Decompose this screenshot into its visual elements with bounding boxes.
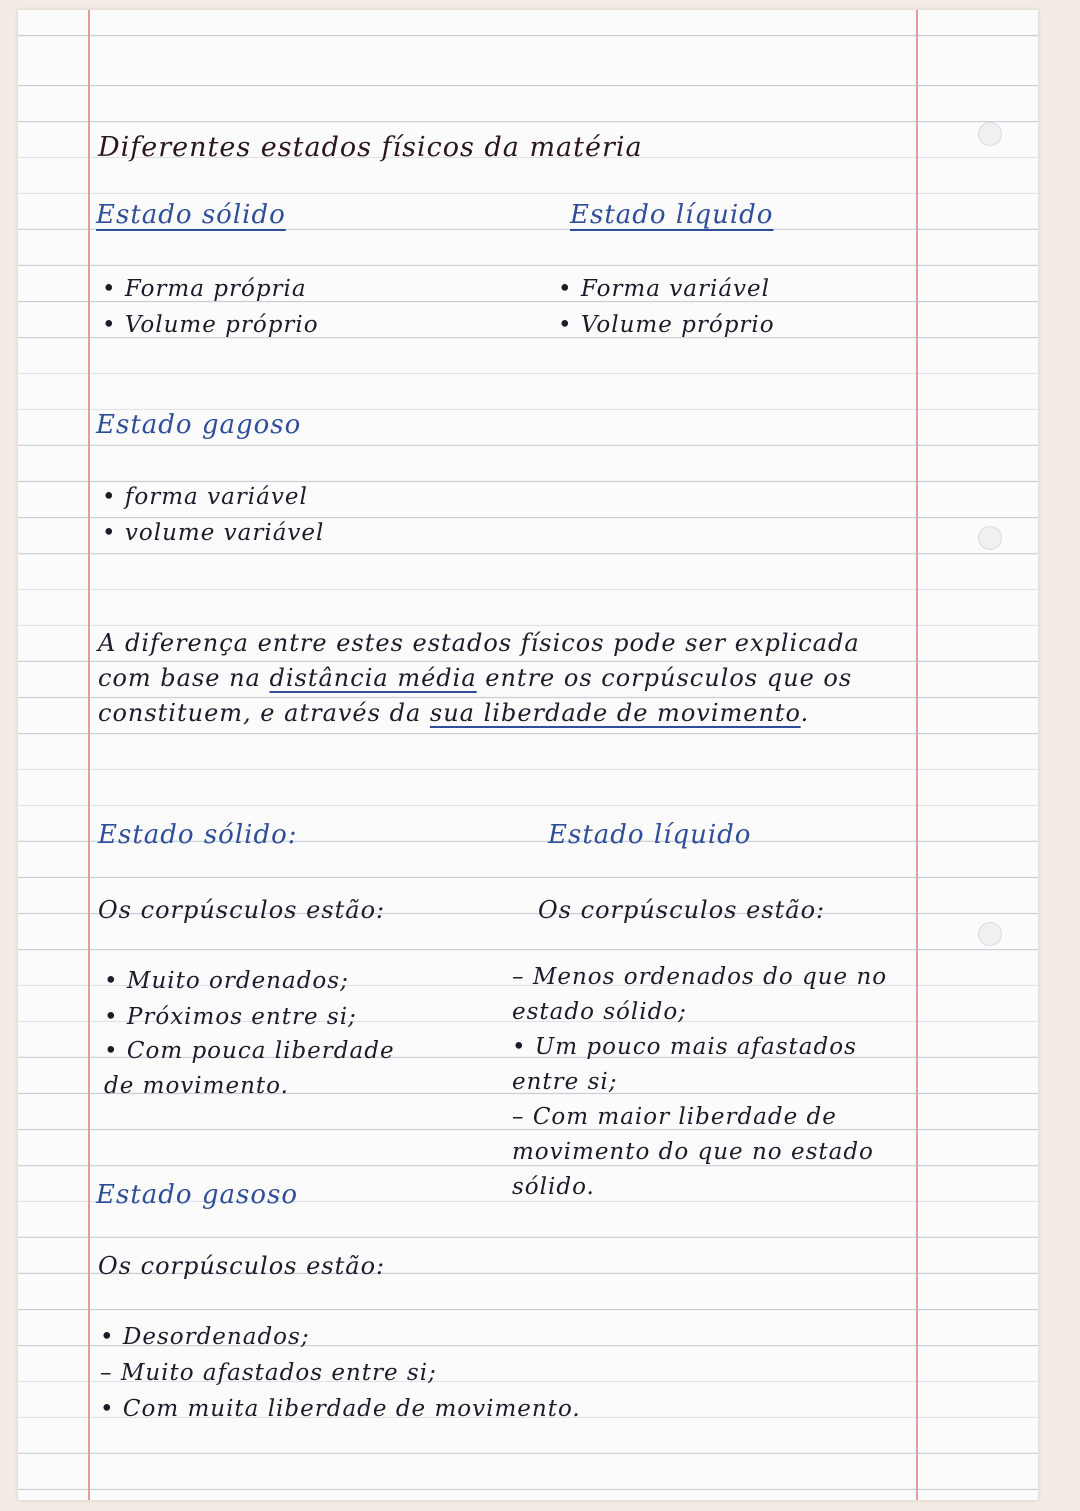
right-margin-line: [916, 10, 918, 1500]
explanation-paragraph: A diferença entre estes estados físicos pode ser explicada com base na distância média entre os corpúsculos que os constituem, e através da sua liberdade de movimento.: [98, 629, 860, 727]
liquid-heading: Estado líquido: [570, 200, 774, 230]
gas-heading: Estado gagoso: [96, 410, 302, 440]
list-item: – Menos ordenados do que no estado sólido;: [512, 964, 888, 1025]
list-item: – Com maior liberdade de movimento do que no estado sólido.: [512, 1104, 874, 1200]
list-item: • forma variável: [102, 484, 308, 510]
solid-heading-2: Estado sólido:: [98, 820, 298, 850]
page-title: Diferentes estados físicos da matéria: [98, 132, 643, 163]
list-item: • Próximos entre si;: [104, 1004, 357, 1030]
solid-heading: Estado sólido: [96, 200, 286, 230]
gas-heading-2: Estado gasoso: [96, 1180, 298, 1210]
list-item: • volume variável: [102, 520, 325, 546]
list-item: • Forma própria: [102, 276, 307, 302]
liquid-heading-2: Estado líquido: [548, 820, 752, 850]
list-item: • Com pouca liberdade de movimento.: [104, 1038, 395, 1099]
binder-hole: [978, 922, 1002, 946]
list-item: – Muito afastados entre si;: [100, 1360, 437, 1386]
liquid-intro: Os corpúsculos estão:: [538, 896, 826, 924]
list-item: • Forma variável: [558, 276, 770, 302]
list-item: • Muito ordenados;: [104, 968, 349, 994]
list-item: • Desordenados;: [100, 1324, 310, 1350]
left-margin-line: [88, 10, 90, 1500]
binder-hole: [978, 122, 1002, 146]
notebook-page: [18, 10, 1038, 1500]
list-item: • Volume próprio: [102, 312, 319, 338]
list-item: • Volume próprio: [558, 312, 775, 338]
binder-hole: [978, 526, 1002, 550]
solid-intro: Os corpúsculos estão:: [98, 896, 386, 924]
gas-intro: Os corpúsculos estão:: [98, 1252, 386, 1280]
list-item: • Com muita liberdade de movimento.: [100, 1396, 581, 1422]
list-item: • Um pouco mais afastados entre si;: [512, 1034, 857, 1095]
